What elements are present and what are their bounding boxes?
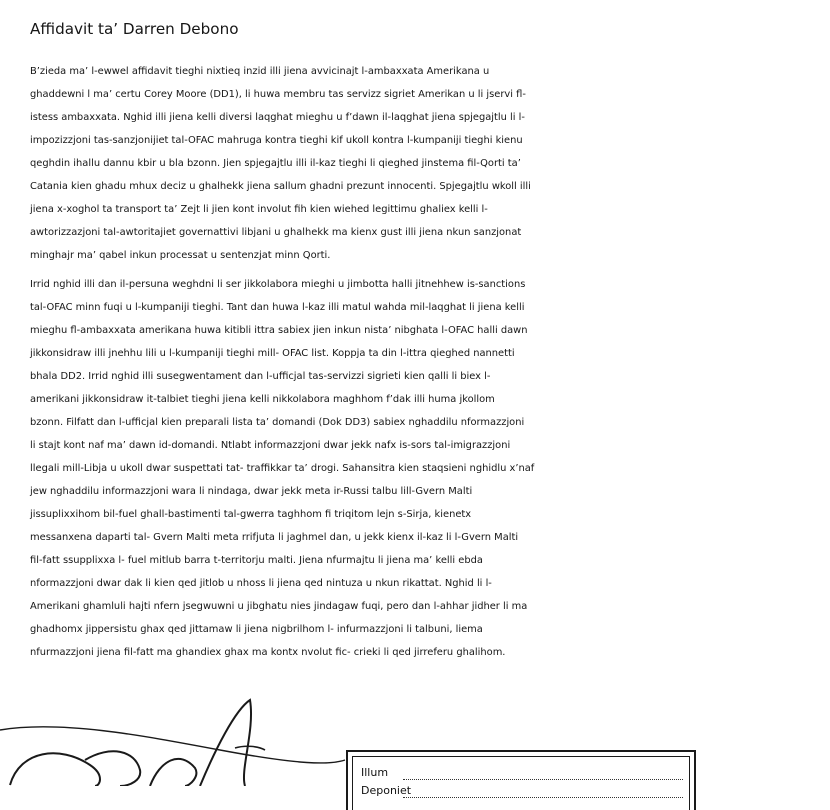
text-line: ghaddewni l ma’ certu Corey Moore (DD1), li huwa membru tas servizz sigriet Amerikan u li jservi fl- — [30, 89, 526, 100]
paragraph-2 — [30, 273, 810, 664]
text-line: istess ambaxxata. Nghid illi jiena kelli diversi laqghat mieghu u f’dawn il-laqghat jiena spjegajtlu li l- — [30, 112, 525, 123]
text-line: Catania kien ghadu mhux deciz u ghalhekk jiena sallum ghadni prezunt innocenti. Spjegajtlu wkoll illi — [30, 181, 531, 192]
text-line: bhala DD2. Irrid nghid illi susegwentament dan l-ufficjal tas-servizzi sigrieti kien qalli li biex l- — [30, 371, 491, 382]
text-line: nformazzjoni dwar dak li kien qed jitlob u nhoss li jiena qed nintuza u nkun rikattat. Nghid li l- — [30, 578, 492, 589]
document-title: Affidavit ta’ Darren Debono — [30, 20, 239, 38]
text-line: qeghdin ihallu dannu kbir u bla bzonn. Jien spjegajtlu illi il-kaz tieghi li qieghed jinstema fil-Qorti ta’ — [30, 158, 521, 169]
text-line: bzonn. Filfatt dan l-ufficjal kien preparali lista ta’ domandi (Dok DD3) sabiex nghaddilu nformazzjoni — [30, 417, 525, 428]
text-line: B’zieda ma’ l-ewwel affidavit tieghi nixtieq inzid illi jiena avvicinajt l-ambaxxata Amerikana u — [30, 66, 490, 77]
text-line: tal-OFAC minn fuqi u l-kumpaniji tieghi. Tant dan huwa l-kaz illi matul wahda mil-laqghat li jiena kelli — [30, 302, 525, 313]
text-line: Amerikani ghamluli hajti nfern jsegwuwni u jibghatu nies jindagaw fuqi, pero dan l-ahhar jidher li ma — [30, 601, 528, 612]
commissioner-stamp — [346, 750, 696, 810]
text-line: jikkonsidraw illi jnehhu lili u l-kumpaniji tieghi mill- OFAC list. Koppja ta din l-ittra qieghed nannetti — [30, 348, 515, 359]
paragraph-1 — [30, 60, 810, 267]
text-line: jissuplixxihom bil-fuel ghall-bastimenti tal-gwerra taghhom fi triqitom lejn s-Sirja, kienetx — [30, 509, 472, 520]
text-line: impozizzjoni tas-sanzjonijiet tal-OFAC mahruga kontra tieghi kif ukoll kontra l-kumpaniji tieghi kienu — [30, 135, 523, 146]
signature-area — [0, 690, 830, 797]
text-line: li stajt kont naf ma’ dawn id-domandi. Ntlabt informazzjoni dwar jekk nafx is-sors tal-imigrazzjoni — [30, 440, 511, 451]
stamp-label-date: Illum — [361, 766, 389, 779]
text-line: minghajr ma’ qabel inkun processat u sentenzjat minn Qorti. — [30, 250, 331, 261]
text-line: fil-fatt ssupplixxa l- fuel mitlub barra t-territorju malti. Jiena nfurmajtu li jiena ma’ kelli ebda — [30, 555, 483, 566]
stamp-label-deponent: Deponiet — [361, 784, 412, 797]
stamp-dotted-line — [403, 797, 683, 798]
text-line: llegali mill-Libja u ukoll dwar suspettati tat- traffikkar ta’ drogi. Sahansitra kien staqsieni nghidlu x’naf — [30, 463, 535, 474]
text-line: jew nghaddilu informazzjoni wara li nindaga, dwar jekk meta ir-Russi talbu lill-Gvern Malti — [30, 486, 473, 497]
text-line: amerikani jikkonsidraw it-talbiet tieghi jiena kelli nikkolabora maghhom f’dak illi huma jkollom — [30, 394, 495, 405]
text-line: Irrid nghid illi dan il-persuna weghdni li ser jikkolabora mieghi u jimbotta halli jitnehhew is-sanctions — [30, 279, 526, 290]
text-line: messanxena daparti tal- Gvern Malti meta rrifjuta li jaghmel dan, u jekk kienx il-kaz li l-Gvern Malti — [30, 532, 519, 543]
text-line: nfurmazzjoni jiena fil-fatt ma ghandiex ghax ma kontx nvolut fic- crieki li qed jirreferu ghalihom. — [30, 647, 506, 658]
text-line: awtorizzazjoni tal-awtoritajiet governattivi libjani u ghalhekk ma kienx gust illi jiena nkun sanzjonat — [30, 227, 522, 238]
text-line: ghadhomx jippersistu ghax qed jittamaw li jiena nigbrilhom l- infurmazzjoni li talbuni, liema — [30, 624, 483, 635]
text-line: mieghu fl-ambaxxata amerikana huwa kitibli ittra sabiex jien inkun nista’ nibghata l-OFAC halli dawn — [30, 325, 528, 336]
stamp-dotted-line — [403, 779, 683, 780]
text-line: jiena x-xoghol ta transport ta’ Zejt li jien kont involut fih kien wiehed legittimu ghaliex kelli l- — [30, 204, 488, 215]
